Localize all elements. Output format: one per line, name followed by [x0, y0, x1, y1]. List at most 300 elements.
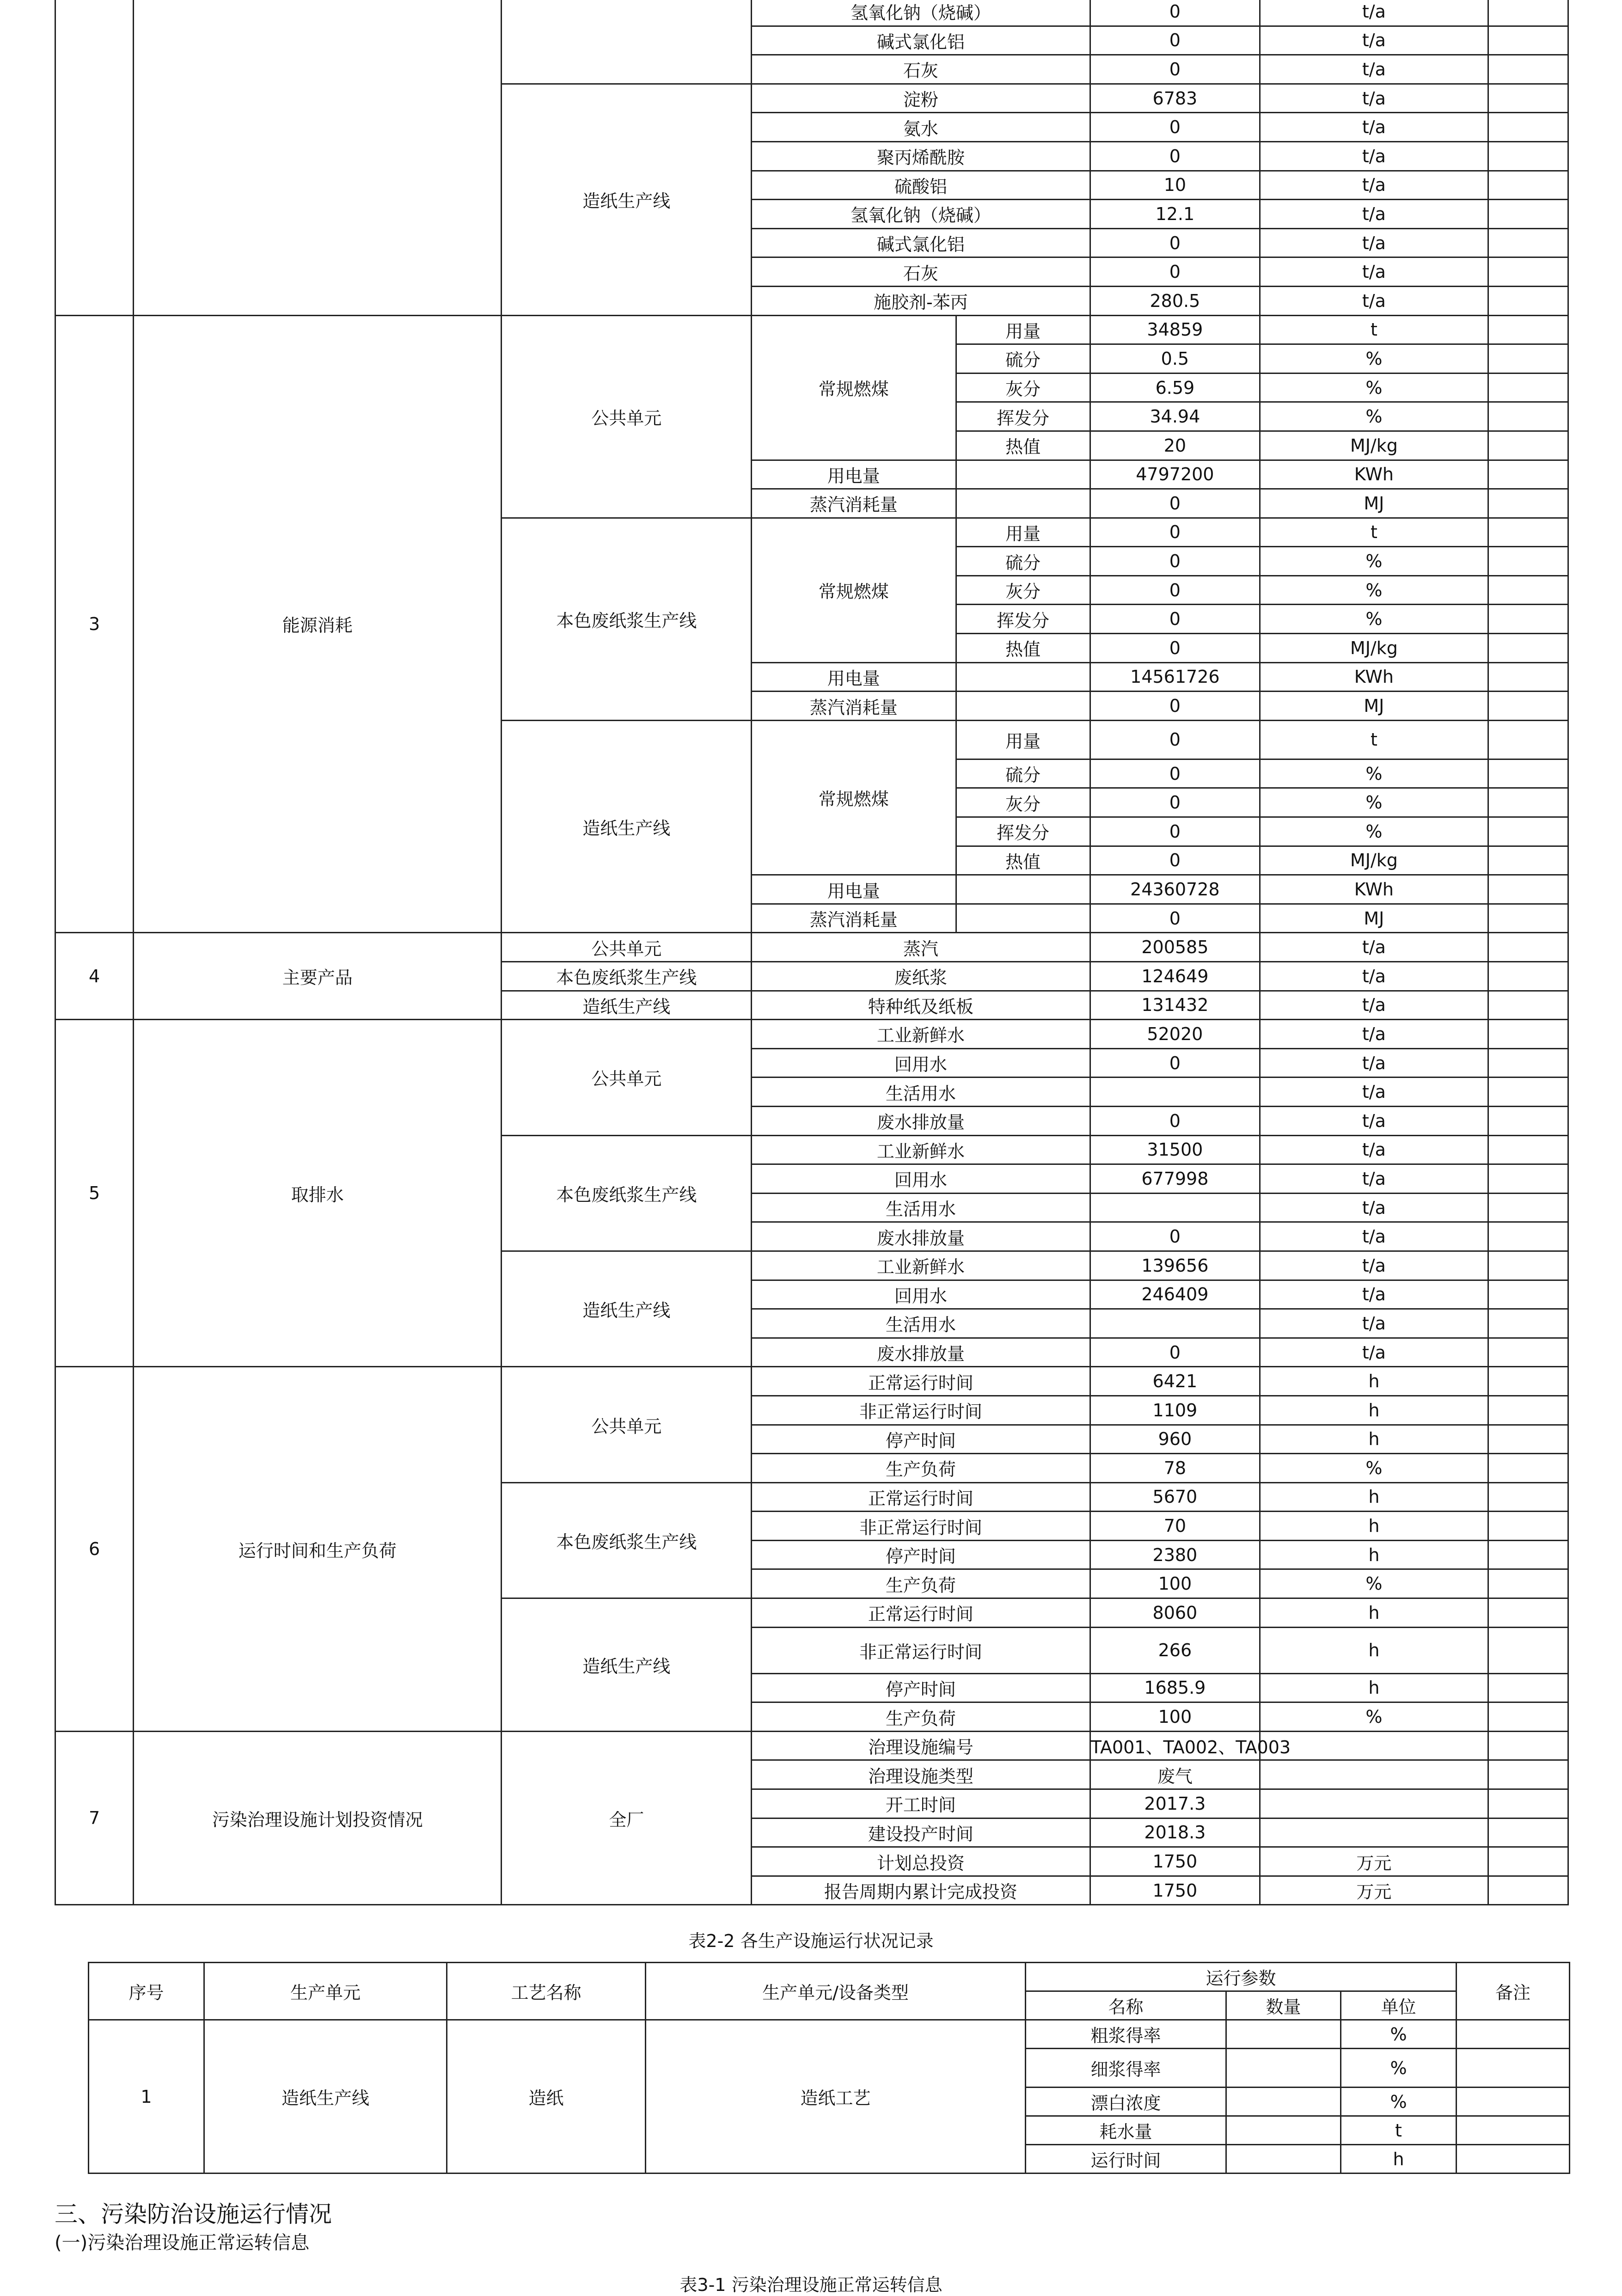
remark-cell: [1488, 817, 1568, 846]
value-cell: 0: [1090, 759, 1260, 788]
remark-cell: [1457, 2088, 1570, 2116]
unit-of-measure: t/a: [1260, 1280, 1488, 1309]
remark-cell: [1488, 26, 1568, 55]
unit-of-measure: h: [1260, 1512, 1488, 1541]
unit-of-measure: h: [1260, 1367, 1488, 1396]
unit-of-measure: t/a: [1260, 1251, 1488, 1280]
param-unit: %: [1341, 2088, 1457, 2116]
item-name: 碱式氯化铝: [752, 26, 1090, 55]
param-qty: [1226, 2049, 1341, 2088]
value-cell: 6.59: [1090, 373, 1260, 402]
value-cell: 1685.9: [1090, 1673, 1260, 1702]
value-cell: 0: [1090, 788, 1260, 817]
remark-cell: [1488, 1106, 1568, 1135]
header-remark: 备注: [1457, 1963, 1570, 2020]
value-cell: 0: [1090, 576, 1260, 605]
param-qty: [1226, 2088, 1341, 2116]
unit-of-measure: t/a: [1260, 1164, 1488, 1194]
value-cell: 0: [1090, 141, 1260, 171]
remark-cell: [1488, 662, 1568, 692]
value-cell: 0: [1090, 0, 1260, 26]
value-cell: 0.5: [1090, 344, 1260, 373]
sub-item: 灰分: [956, 788, 1090, 817]
unit-of-measure: t/a: [1260, 55, 1488, 84]
value-cell: 1750: [1090, 1847, 1260, 1876]
remark-cell: [1488, 373, 1568, 402]
param-unit: h: [1341, 2145, 1457, 2174]
remark-cell: [1488, 1598, 1568, 1628]
param-name: 漂白浓度: [1026, 2088, 1226, 2116]
remark-cell: [1488, 1425, 1568, 1454]
item-name: 工业新鲜水: [752, 1020, 1090, 1049]
value-cell: TA001、TA002、TA003: [1090, 1731, 1260, 1760]
remark-cell: [1488, 171, 1568, 200]
param-qty: [1226, 2116, 1341, 2145]
header-equipment: 生产单元/设备类型: [646, 1963, 1026, 2020]
remark-cell: [1488, 933, 1568, 962]
remark-cell: [1488, 1731, 1568, 1760]
unit-name: 造纸生产线: [502, 1598, 752, 1732]
item-name: 正常运行时间: [752, 1482, 1090, 1512]
coal-type: 常规燃煤: [752, 720, 956, 875]
category-name: 污染治理设施计划投资情况: [134, 1731, 502, 1905]
item-name: 废水排放量: [752, 1222, 1090, 1251]
table-row: [89, 2020, 1570, 2049]
value-cell: 200585: [1090, 933, 1260, 962]
unit-of-measure: %: [1260, 344, 1488, 373]
remark-cell: [1488, 489, 1568, 518]
blank-cell: [956, 904, 1090, 933]
remark-cell: [1488, 55, 1568, 84]
value-cell: 139656: [1090, 1251, 1260, 1280]
param-qty: [1226, 2145, 1341, 2174]
item-name: 停产时间: [752, 1425, 1090, 1454]
value-cell: 2018.3: [1090, 1818, 1260, 1847]
remark-cell: [1488, 1540, 1568, 1569]
value-cell: 10: [1090, 171, 1260, 200]
remark-cell: [1488, 1193, 1568, 1222]
unit-of-measure: t: [1260, 315, 1488, 344]
remark-cell: [1457, 2116, 1570, 2145]
header-num: 序号: [89, 1963, 204, 2020]
unit-of-measure: %: [1260, 605, 1488, 634]
item-name: 蒸汽消耗量: [752, 904, 956, 933]
item-name: 治理设施类型: [752, 1760, 1090, 1789]
unit-of-measure: t/a: [1260, 1338, 1488, 1367]
param-qty: [1226, 2020, 1341, 2049]
unit-name: 公共单元: [502, 933, 752, 962]
remark-cell: [1457, 2049, 1570, 2088]
sub-item: 硫分: [956, 547, 1090, 576]
row-number: 3: [55, 315, 134, 933]
item-name: 氢氧化钠（烧碱）: [752, 200, 1090, 229]
unit-name: 全厂: [502, 1731, 752, 1905]
item-name: 工业新鲜水: [752, 1251, 1090, 1280]
header-param-qty: 数量: [1226, 1991, 1341, 2020]
unit-of-measure: KWh: [1260, 460, 1488, 489]
item-name: 回用水: [752, 1048, 1090, 1078]
unit-name: 公共单元: [502, 1020, 752, 1135]
remark-cell: [1488, 315, 1568, 344]
value-cell: 100: [1090, 1702, 1260, 1732]
value-cell: 52020: [1090, 1020, 1260, 1049]
value-cell: 0: [1090, 605, 1260, 634]
remark-cell: [1488, 991, 1568, 1020]
header-params: 运行参数: [1026, 1963, 1457, 1991]
remark-cell: [1488, 1164, 1568, 1194]
value-cell: 246409: [1090, 1280, 1260, 1309]
remark-cell: [1488, 547, 1568, 576]
remark-cell: [1488, 720, 1568, 759]
remark-cell: [1488, 1280, 1568, 1309]
item-name: 蒸汽: [752, 933, 1090, 962]
sub-item: 用量: [956, 518, 1090, 547]
item-name: 正常运行时间: [752, 1598, 1090, 1628]
category-name: [134, 0, 502, 315]
unit-of-measure: MJ/kg: [1260, 634, 1488, 663]
unit-of-measure: h: [1260, 1673, 1488, 1702]
item-name: 治理设施编号: [752, 1731, 1090, 1760]
unit-of-measure: t/a: [1260, 991, 1488, 1020]
unit-of-measure: t/a: [1260, 171, 1488, 200]
row-number: 5: [55, 1020, 134, 1367]
item-name: 聚丙烯酰胺: [752, 141, 1090, 171]
table22-caption: 表2-2 各生产设施运行状况记录: [688, 1931, 934, 1951]
item-name: 建设投产时间: [752, 1818, 1090, 1847]
unit-of-measure: t: [1260, 518, 1488, 547]
blank-cell: [956, 489, 1090, 518]
item-name: 废水排放量: [752, 1338, 1090, 1367]
value-cell: 0: [1090, 489, 1260, 518]
unit-of-measure: [1260, 1818, 1488, 1847]
category-name: 运行时间和生产负荷: [134, 1367, 502, 1732]
sub-item: 用量: [956, 720, 1090, 759]
unit-of-measure: KWh: [1260, 662, 1488, 692]
unit-of-measure: t/a: [1260, 113, 1488, 142]
coal-type: 常规燃煤: [752, 518, 956, 662]
param-unit: %: [1341, 2049, 1457, 2088]
sub-item: 硫分: [956, 344, 1090, 373]
table31-caption: 表3-1 污染治理设施正常运转信息: [679, 2275, 943, 2295]
sub-item: 热值: [956, 431, 1090, 460]
value-cell: 1750: [1090, 1876, 1260, 1905]
value-cell: 1109: [1090, 1396, 1260, 1425]
item-name: 停产时间: [752, 1673, 1090, 1702]
remark-cell: [1488, 1048, 1568, 1078]
header-process: 工艺名称: [447, 1963, 646, 2020]
remark-cell: [1488, 460, 1568, 489]
blank-cell: [956, 692, 1090, 721]
unit-name: 本色废纸浆生产线: [502, 1135, 752, 1251]
value-cell: 6783: [1090, 84, 1260, 113]
unit-of-measure: t/a: [1260, 933, 1488, 962]
unit-of-measure: %: [1260, 759, 1488, 788]
remark-cell: [1488, 634, 1568, 663]
unit-of-measure: t/a: [1260, 0, 1488, 26]
sub-item: 挥发分: [956, 605, 1090, 634]
sub-item: 挥发分: [956, 817, 1090, 846]
category-name: 取排水: [134, 1020, 502, 1367]
value-cell: 4797200: [1090, 460, 1260, 489]
unit-name: 造纸生产线: [502, 720, 752, 933]
remark-cell: [1488, 962, 1568, 991]
remark-cell: [1457, 2145, 1570, 2174]
remark-cell: [1488, 1702, 1568, 1732]
remark-cell: [1488, 431, 1568, 460]
item-name: 停产时间: [752, 1540, 1090, 1569]
row-number: 4: [55, 933, 134, 1020]
remark-cell: [1488, 84, 1568, 113]
table-row: [55, 0, 1568, 26]
item-name: 回用水: [752, 1164, 1090, 1194]
unit-of-measure: %: [1260, 1454, 1488, 1483]
remark-cell: [1488, 518, 1568, 547]
remark-cell: [1488, 788, 1568, 817]
remark-cell: [1488, 1673, 1568, 1702]
item-name: 生产负荷: [752, 1454, 1090, 1483]
unit-of-measure: t/a: [1260, 1106, 1488, 1135]
item-name: 废水排放量: [752, 1106, 1090, 1135]
value-cell: 6421: [1090, 1367, 1260, 1396]
value-cell: 78: [1090, 1454, 1260, 1483]
value-cell: [1090, 1309, 1260, 1338]
remark-cell: [1488, 1569, 1568, 1598]
unit-name: 造纸生产线: [502, 1251, 752, 1366]
item-name: 非正常运行时间: [752, 1396, 1090, 1425]
item-name: 非正常运行时间: [752, 1627, 1090, 1673]
item-name: 正常运行时间: [752, 1367, 1090, 1396]
item-name: 开工时间: [752, 1789, 1090, 1818]
value-cell: 34859: [1090, 315, 1260, 344]
value-cell: 34.94: [1090, 402, 1260, 431]
value-cell: 2380: [1090, 1540, 1260, 1569]
blank-cell: [956, 662, 1090, 692]
value-cell: 0: [1090, 634, 1260, 663]
remark-cell: [1488, 113, 1568, 142]
unit-of-measure: MJ: [1260, 904, 1488, 933]
item-name: 蒸汽消耗量: [752, 692, 956, 721]
remark-cell: [1488, 1482, 1568, 1512]
unit-of-measure: t/a: [1260, 1135, 1488, 1164]
unit-of-measure: MJ: [1260, 692, 1488, 721]
sub-item: 用量: [956, 315, 1090, 344]
remark-cell: [1488, 1251, 1568, 1280]
unit-of-measure: h: [1260, 1482, 1488, 1512]
value-cell: 677998: [1090, 1164, 1260, 1194]
unit-of-measure: t/a: [1260, 1193, 1488, 1222]
value-cell: 2017.3: [1090, 1789, 1260, 1818]
sub-item: 灰分: [956, 373, 1090, 402]
value-cell: 0: [1090, 1106, 1260, 1135]
remark-cell: [1488, 200, 1568, 229]
sub-item: 硫分: [956, 759, 1090, 788]
unit-of-measure: %: [1260, 788, 1488, 817]
header-param-unit: 单位: [1341, 1991, 1457, 2020]
unit-of-measure: t/a: [1260, 962, 1488, 991]
remark-cell: [1488, 576, 1568, 605]
remark-cell: [1488, 1338, 1568, 1367]
value-cell: 266: [1090, 1627, 1260, 1673]
remark-cell: [1488, 1454, 1568, 1483]
value-cell: [1090, 1193, 1260, 1222]
item-name: 特种纸及纸板: [752, 991, 1090, 1020]
remark-cell: [1488, 1078, 1568, 1107]
unit-of-measure: %: [1260, 817, 1488, 846]
value-cell: 0: [1090, 55, 1260, 84]
value-cell: 0: [1090, 1222, 1260, 1251]
value-cell: 8060: [1090, 1598, 1260, 1628]
header-row: [89, 1963, 1570, 1991]
value-cell: 0: [1090, 26, 1260, 55]
item-name: 用电量: [752, 460, 956, 489]
param-name: 运行时间: [1026, 2145, 1226, 2174]
item-name: 碱式氯化铝: [752, 228, 1090, 257]
item-name: 回用水: [752, 1280, 1090, 1309]
remark-cell: [1488, 605, 1568, 634]
unit-of-measure: KWh: [1260, 875, 1488, 904]
unit-of-measure: t/a: [1260, 257, 1488, 287]
blank-cell: [956, 460, 1090, 489]
unit-of-measure: h: [1260, 1627, 1488, 1673]
unit-of-measure: t/a: [1260, 200, 1488, 229]
value-cell: 5670: [1090, 1482, 1260, 1512]
sub-item: 挥发分: [956, 402, 1090, 431]
value-cell: 0: [1090, 228, 1260, 257]
value-cell: 0: [1090, 547, 1260, 576]
unit-of-measure: h: [1260, 1540, 1488, 1569]
unit-name: 本色废纸浆生产线: [502, 518, 752, 720]
value-cell: 31500: [1090, 1135, 1260, 1164]
unit-of-measure: t/a: [1260, 286, 1488, 315]
unit-of-measure: 万元: [1260, 1876, 1488, 1905]
unit-of-measure: t/a: [1260, 228, 1488, 257]
unit-of-measure: %: [1260, 547, 1488, 576]
unit-of-measure: t: [1260, 720, 1488, 759]
unit-of-measure: t/a: [1260, 84, 1488, 113]
value-cell: 0: [1090, 846, 1260, 875]
blank-cell: [956, 875, 1090, 904]
value-cell: 124649: [1090, 962, 1260, 991]
item-name: 用电量: [752, 875, 956, 904]
sub-item: 热值: [956, 846, 1090, 875]
unit-name: [502, 0, 752, 84]
remark-cell: [1488, 1367, 1568, 1396]
item-name: 生活用水: [752, 1193, 1090, 1222]
table-row: [55, 1020, 1568, 1049]
unit-of-measure: MJ/kg: [1260, 846, 1488, 875]
value-cell: 0: [1090, 817, 1260, 846]
unit-name: 公共单元: [502, 315, 752, 518]
value-cell: 70: [1090, 1512, 1260, 1541]
value-cell: 20: [1090, 431, 1260, 460]
unit-of-measure: %: [1260, 1702, 1488, 1732]
value-cell: [1090, 1078, 1260, 1107]
sub-item: 热值: [956, 634, 1090, 663]
item-name: 氢氧化钠（烧碱）: [752, 0, 1090, 26]
item-name: 淀粉: [752, 84, 1090, 113]
remark-cell: [1488, 1396, 1568, 1425]
remark-cell: [1488, 228, 1568, 257]
unit-of-measure: %: [1260, 373, 1488, 402]
value-cell: 0: [1090, 1048, 1260, 1078]
remark-cell: [1488, 759, 1568, 788]
value-cell: 24360728: [1090, 875, 1260, 904]
remark-cell: [1488, 1135, 1568, 1164]
unit-of-measure: 万元: [1260, 1847, 1488, 1876]
unit-of-measure: MJ: [1260, 489, 1488, 518]
section3-heading: 三、污染防治设施运行情况: [55, 2201, 332, 2228]
unit-of-measure: %: [1260, 576, 1488, 605]
remark-cell: [1488, 141, 1568, 171]
remark-cell: [1488, 1847, 1568, 1876]
item-name: 生活用水: [752, 1309, 1090, 1338]
unit-name: 公共单元: [502, 1367, 752, 1482]
item-name: 工业新鲜水: [752, 1135, 1090, 1164]
unit-of-measure: %: [1260, 402, 1488, 431]
unit-of-measure: t/a: [1260, 141, 1488, 171]
row-number: [55, 0, 134, 315]
value-cell: 131432: [1090, 991, 1260, 1020]
value-cell: 0: [1090, 257, 1260, 287]
value-cell: 960: [1090, 1425, 1260, 1454]
unit-of-measure: [1260, 1731, 1488, 1760]
param-name: 细浆得率: [1026, 2049, 1226, 2088]
value-cell: 280.5: [1090, 286, 1260, 315]
unit-of-measure: t/a: [1260, 1222, 1488, 1251]
table-row: [55, 1731, 1568, 1760]
remark-cell: [1488, 692, 1568, 721]
facility-status-table: [88, 1962, 1570, 2174]
remark-cell: [1488, 875, 1568, 904]
remark-cell: [1488, 344, 1568, 373]
item-name: 报告周期内累计完成投资: [752, 1876, 1090, 1905]
item-name: 生产负荷: [752, 1569, 1090, 1598]
remark-cell: [1457, 2020, 1570, 2049]
param-unit: t: [1341, 2116, 1457, 2145]
value-cell: 废气: [1090, 1760, 1260, 1789]
category-name: 主要产品: [134, 933, 502, 1020]
unit-name: 造纸生产线: [502, 991, 752, 1020]
unit-of-measure: t/a: [1260, 1048, 1488, 1078]
section3-subheading: (一)污染治理设施正常运转信息: [55, 2232, 310, 2253]
row-number: 1: [89, 2020, 204, 2174]
production-data-table: [55, 0, 1569, 1905]
unit-name: 本色废纸浆生产线: [502, 1482, 752, 1598]
item-name: 石灰: [752, 55, 1090, 84]
param-name: 粗浆得率: [1026, 2020, 1226, 2049]
value-cell: 12.1: [1090, 200, 1260, 229]
category-name: 能源消耗: [134, 315, 502, 933]
remark-cell: [1488, 1512, 1568, 1541]
remark-cell: [1488, 0, 1568, 26]
value-cell: 0: [1090, 904, 1260, 933]
unit-of-measure: %: [1260, 1569, 1488, 1598]
item-name: 石灰: [752, 257, 1090, 287]
remark-cell: [1488, 846, 1568, 875]
remark-cell: [1488, 257, 1568, 287]
remark-cell: [1488, 1309, 1568, 1338]
unit-of-measure: t/a: [1260, 26, 1488, 55]
value-cell: 0: [1090, 720, 1260, 759]
unit-of-measure: t/a: [1260, 1020, 1488, 1049]
param-name: 耗水量: [1026, 2116, 1226, 2145]
item-name: 生产负荷: [752, 1702, 1090, 1732]
equipment-type: 造纸工艺: [646, 2020, 1026, 2174]
item-name: 废纸浆: [752, 962, 1090, 991]
remark-cell: [1488, 1222, 1568, 1251]
item-name: 氨水: [752, 113, 1090, 142]
remark-cell: [1488, 1627, 1568, 1673]
